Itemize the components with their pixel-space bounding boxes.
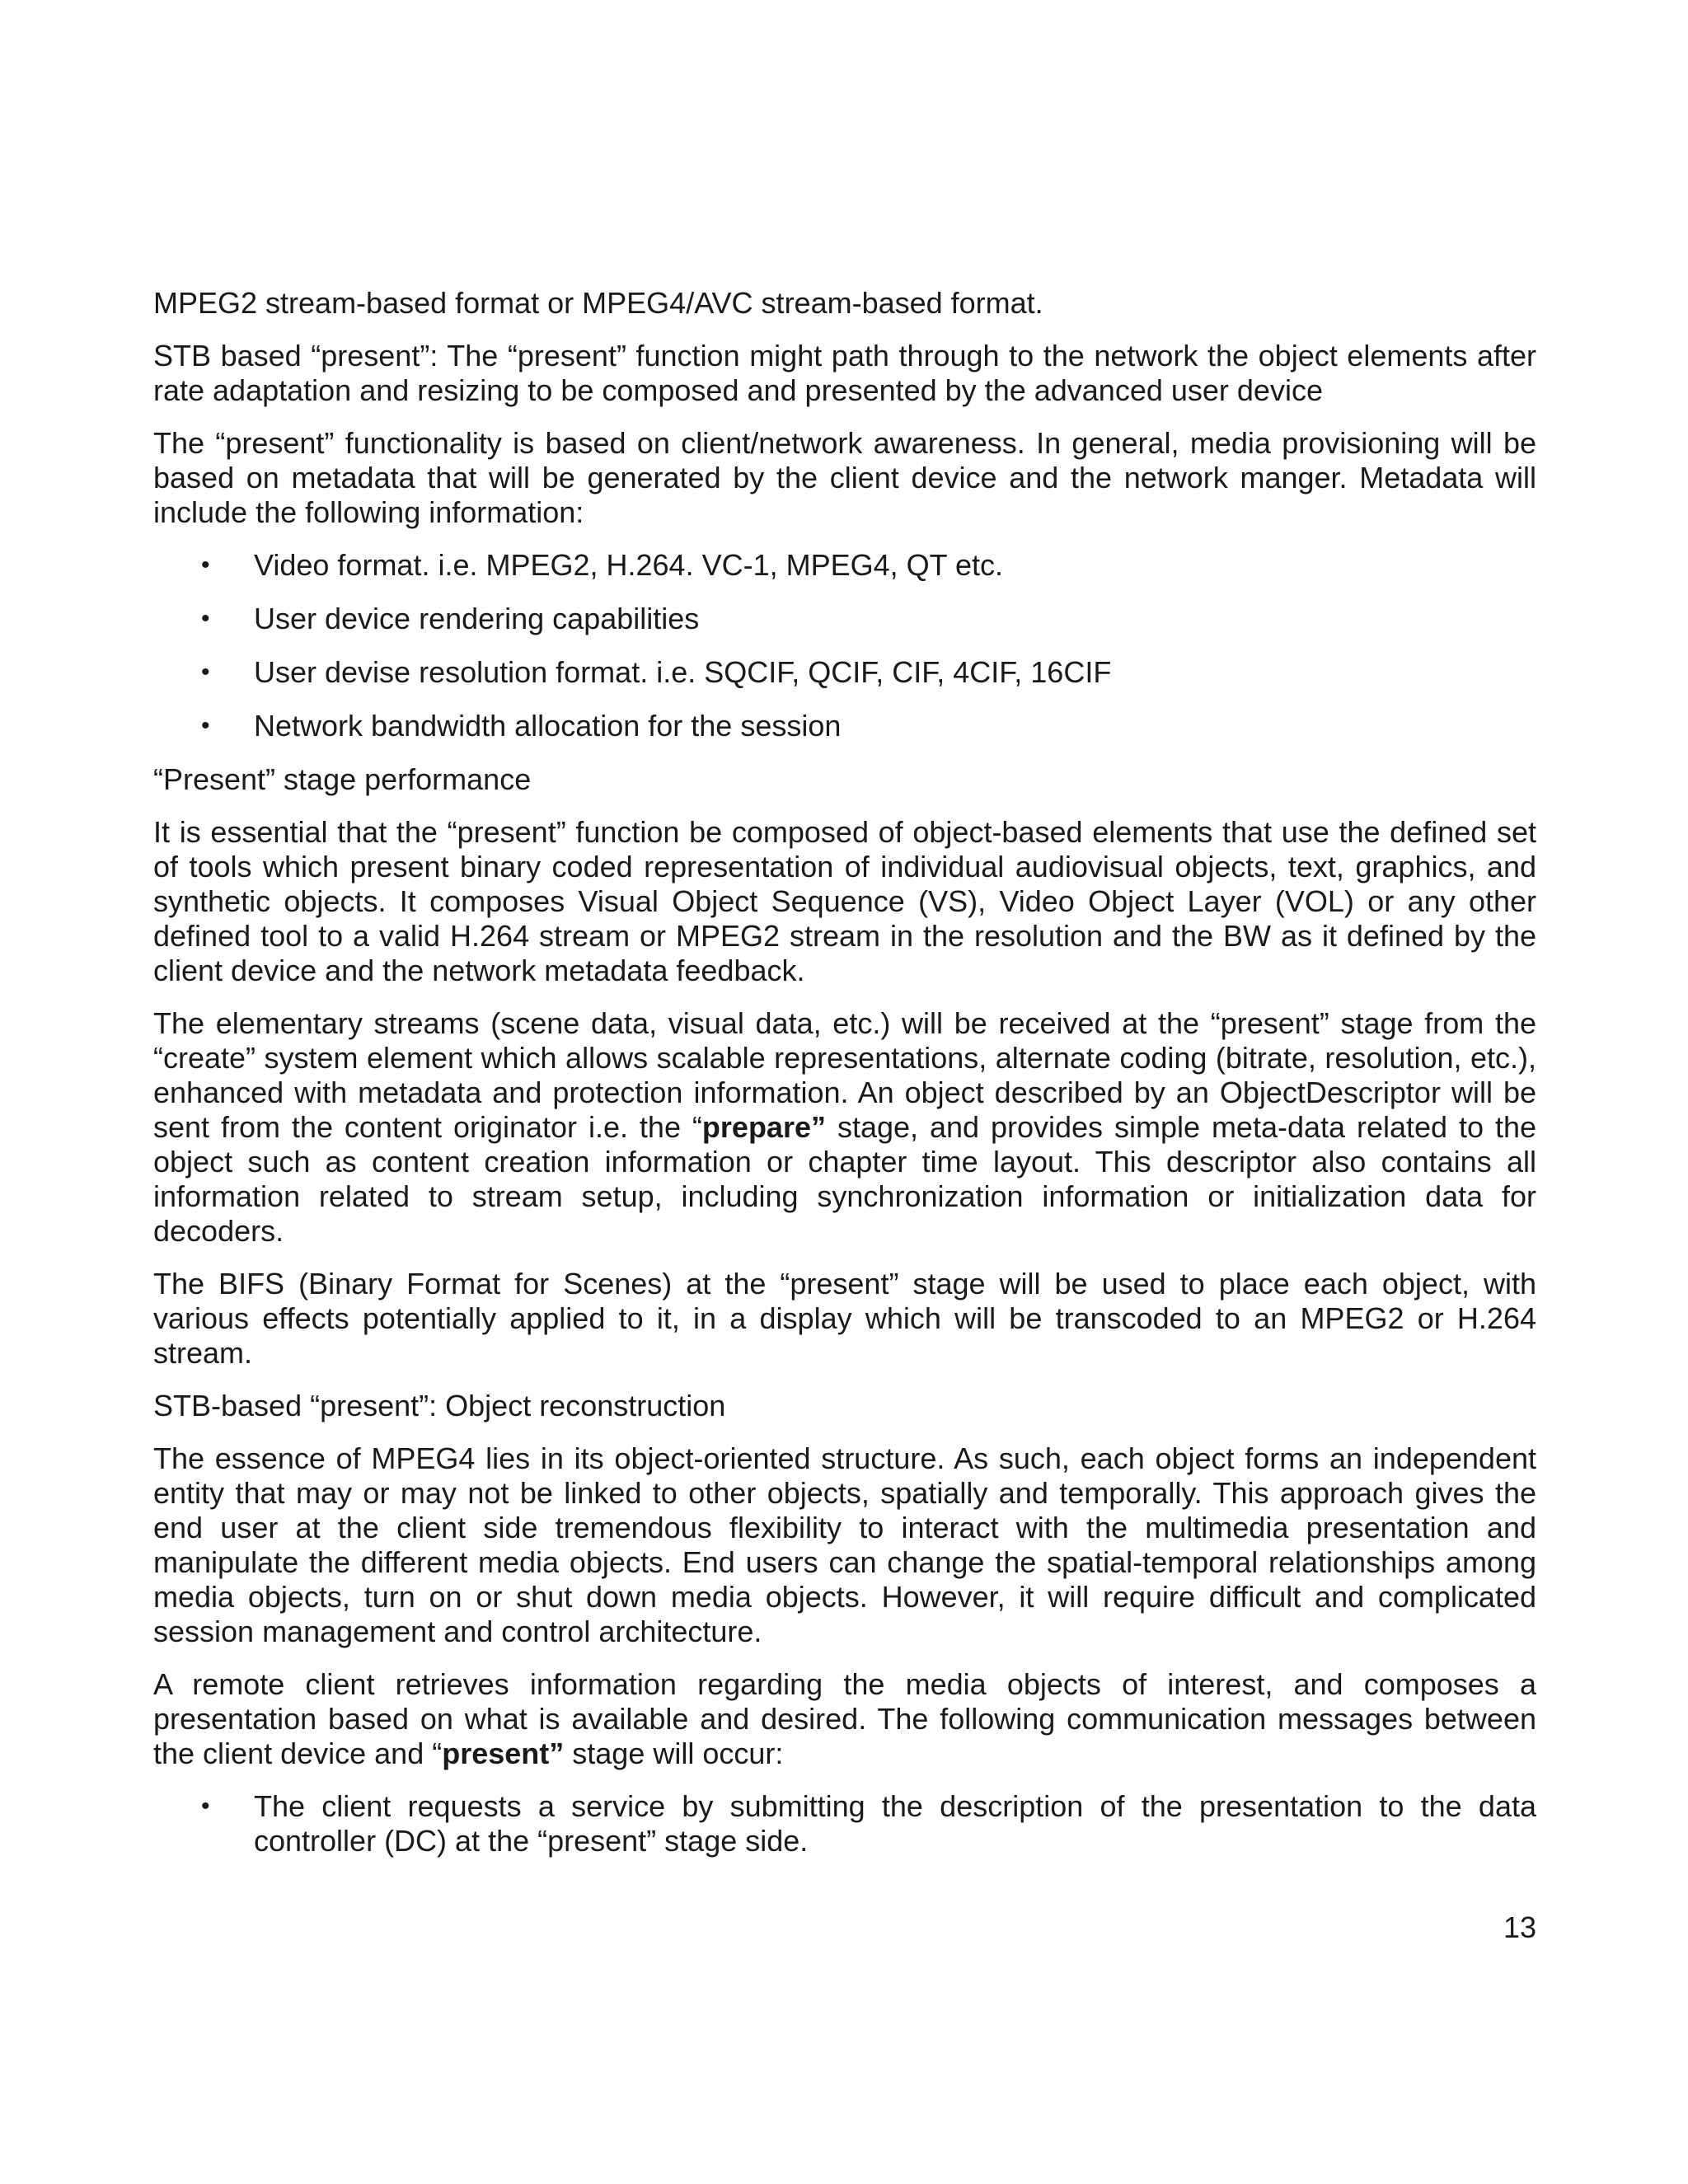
list-item <box>153 1789 1536 1858</box>
page-body <box>153 286 1536 1877</box>
paragraph-mpeg4-essence: The essence of MPEG4 lies in its object-oriented structure. As such, each object forms an independent entity that may or may not be linked to other objects, spatially and temporally. This approach gives the end user at the client side tremendous flexibility to interact with the multimedia presentation and manipulate the different media objects. End users can change the spatial-temporal relationships among media objects, turn on or shut down media objects. However, it will require difficult and complicated session management and control architecture. <box>153 1441 1536 1648</box>
metadata-list <box>153 548 1536 743</box>
list-item <box>153 655 1536 690</box>
bullet-icon: • <box>201 1793 210 1820</box>
bullet-icon: • <box>201 712 210 739</box>
list-item-text: Video format. i.e. MPEG2, H.264. VC-1, MPEG4, QT etc. <box>254 548 1004 582</box>
paragraph-remote-client <box>153 1667 1536 1771</box>
paragraph-bifs: The BIFS (Binary Format for Scenes) at the “present” stage will be used to place each object, with various effects potentially applied to it, in a display which will be transcoded to an MPEG2 or H.264 stream. <box>153 1267 1536 1370</box>
paragraph-format: MPEG2 stream-based format or MPEG4/AVC stream-based format. <box>153 286 1043 320</box>
paragraph-essential: It is essential that the “present” function be composed of object-based elements that use the defined set of tools which present binary coded representation of individual audiovisual objects, text, graphics, and synthetic objects. It composes Visual Object Sequence (VS), Video Object Layer (VOL) or any other defined tool to a valid H.264 stream or MPEG2 stream in the resolution and the BW as it defined by the client device and the network metadata feedback. <box>153 815 1536 987</box>
section-heading-object-reconstruction: STB-based “present”: Object reconstruction <box>153 1389 726 1422</box>
bullet-icon: • <box>201 605 210 632</box>
text-run: stage, and provides simple meta-data related to the object such as content creation information or chapter time layout. This descriptor also contains all information related to stream setup, including synchronization information or initialization data for decoders. <box>153 1110 1536 1248</box>
paragraph-present-functionality: The “present” functionality is based on client/network awareness. In general, media provisioning will be based on metadata that will be generated by the client device and the network manger. Metadata will include the following information: <box>153 426 1536 529</box>
text-run: The elementary streams (scene data, visual data, etc.) will be received at the “present” stage from the “create” system element which allows scalable representations, alternate coding (bitrate, resolution, etc.), enhanced with metadata and protection information. An object described by an ObjectDescriptor will be sent from the content originator i.e. the “ <box>153 1006 1536 1144</box>
bold-present: present” <box>442 1736 565 1770</box>
bold-prepare: prepare” <box>701 1110 826 1144</box>
list-item-text: User devise resolution format. i.e. SQCIF, QCIF, CIF, 4CIF, 16CIF <box>254 655 1112 689</box>
page-number: 13 <box>1503 1910 1536 1944</box>
paragraph-elementary-streams <box>153 1006 1536 1249</box>
text-run: A remote client retrieves information regarding the media objects of interest, and composes a presentation based on what is available and desired. The following communication messages between the client device and “ <box>153 1667 1536 1770</box>
list-item-text: The client requests a service by submitting the description of the presentation to the data controller (DC) at the “present” stage side. <box>254 1789 1536 1858</box>
list-item-text: Network bandwidth allocation for the session <box>254 709 842 743</box>
messages-list <box>153 1789 1536 1858</box>
text-run: stage will occur: <box>564 1736 784 1770</box>
list-item-text: User device rendering capabilities <box>254 602 700 635</box>
paragraph-stb-present: STB based “present”: The “present” function might path through to the network the object elements after rate adaptation and resizing to be composed and presented by the advanced user device <box>153 339 1536 407</box>
list-item <box>153 602 1536 636</box>
bullet-icon: • <box>201 658 210 686</box>
section-heading-present-performance: “Present” stage performance <box>153 762 532 796</box>
list-item <box>153 548 1536 583</box>
bullet-icon: • <box>201 551 210 579</box>
list-item <box>153 709 1536 743</box>
